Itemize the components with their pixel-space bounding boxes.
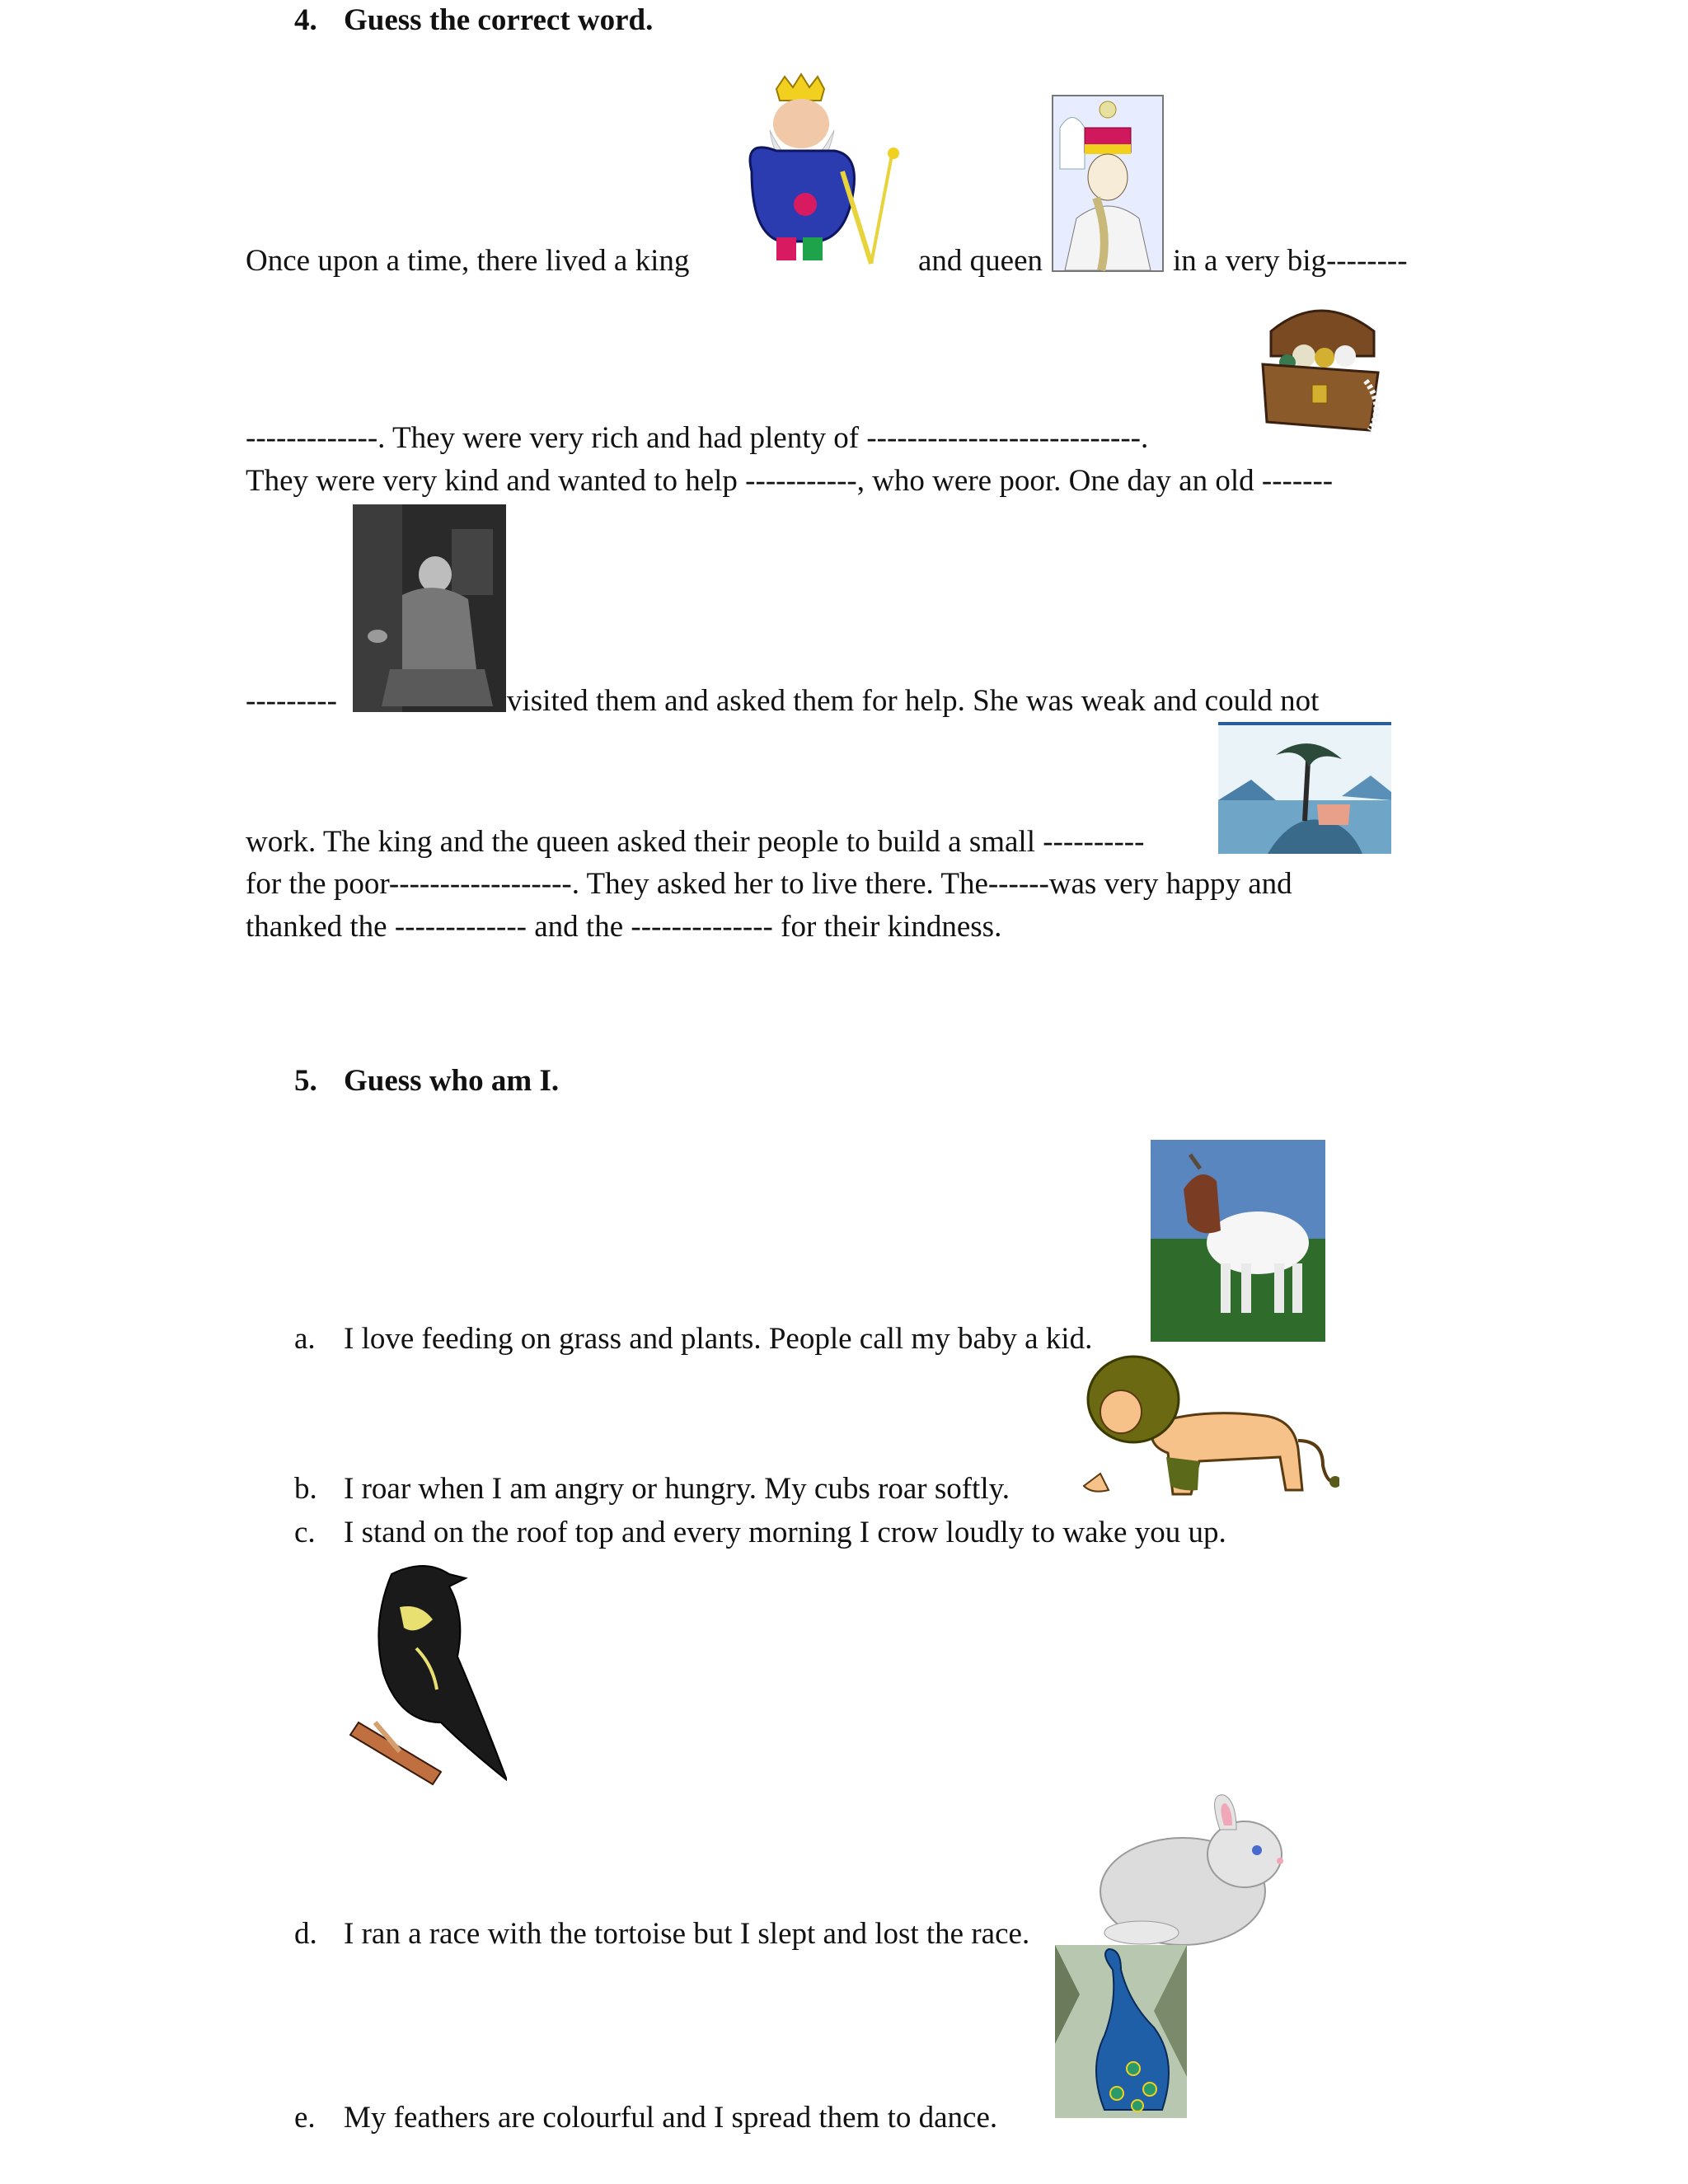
section-4-heading [294,2,653,39]
rabbit-icon [1092,1788,1294,1953]
hut-landscape-icon [1218,722,1391,854]
story-line-2: -------------. They were very rich and had plenty of ---------------------------. [246,421,1149,455]
story-line-1c: in a very big-------- [1173,244,1408,278]
riddle-c-marker: c. [294,1516,316,1549]
story-line-7: thanked the ------------- and the -------------- for their kindness. [246,910,1002,944]
section-4-title: Guess the correct word. [344,3,654,37]
riddle-b-text: I roar when I am angry or hungry. My cubs roar softly. [344,1472,1010,1506]
queen-icon [1052,95,1164,272]
riddle-a [294,1321,1092,1357]
treasure-chest-icon [1254,298,1386,438]
story-line-1b: and queen [918,244,1043,278]
riddle-d [294,1916,1029,1952]
riddle-d-marker: d. [294,1917,317,1951]
riddle-b-marker: b. [294,1472,317,1506]
riddle-d-text: I ran a race with the tortoise but I slept and lost the race. [344,1917,1030,1951]
goat-photo [1151,1140,1325,1342]
riddle-e-marker: e. [294,2101,316,2135]
riddle-c [294,1515,1226,1551]
riddle-a-marker: a. [294,1322,316,1356]
lion-icon [1076,1350,1339,1498]
section-5-title: Guess who am I. [344,1064,560,1098]
section-5-number: 5. [294,1064,317,1098]
old-woman-photo [353,504,506,712]
riddle-a-text: I love feeding on grass and plants. People call my baby a kid. [344,1322,1093,1356]
story-line-4b: visited them and asked them for help. She was weak and could not [507,684,1320,718]
riddle-e-text: My feathers are colourful and I spread them to dance. [344,2101,998,2135]
peacock-icon [1055,1945,1187,2118]
story-line-5: work. The king and the queen asked their people to build a small ---------- [246,825,1145,859]
section-4-number: 4. [294,3,317,37]
riddle-e [294,2100,997,2136]
story-line-6: for the poor------------------. They asked her to live there. The------was very happy and [246,867,1292,901]
section-5-heading [294,1063,559,1099]
story-line-1a: Once upon a time, there lived a king [246,244,690,278]
crow-icon [342,1558,507,1788]
riddle-c-text: I stand on the roof top and every morning I crow loudly to wake you up. [344,1516,1226,1549]
riddle-b [294,1471,1010,1507]
king-icon [719,73,908,270]
story-line-4a: --------- [246,684,337,718]
story-line-3: They were very kind and wanted to help -----------, who were poor. One day an old ------- [246,464,1334,498]
